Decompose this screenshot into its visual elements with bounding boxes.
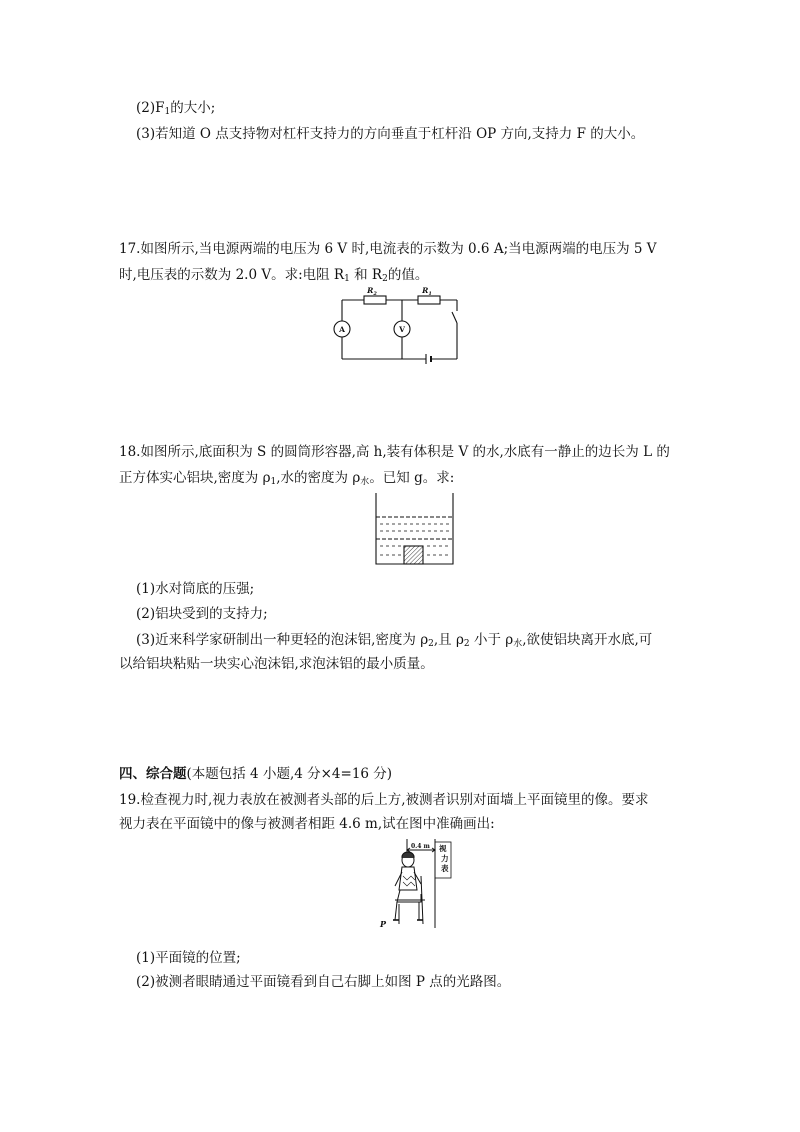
r2-label: $R_2$	[367, 286, 377, 297]
q18-part2: (2)铝块受到的支持力;	[136, 606, 268, 622]
eye-test-figure	[375, 836, 465, 930]
point-p-label: P	[380, 919, 387, 929]
distance-label: 0.4 m	[411, 843, 430, 850]
switch	[452, 312, 457, 323]
r1-label: $R_1$	[422, 286, 432, 297]
q19-line2: 视力表在平面镜中的像与被测者相距 4.6 m,试在图中准确画出:	[119, 816, 495, 832]
chart-label-3: 表	[441, 864, 449, 873]
q18-line1: 18.如图所示,底面积为 S 的圆筒形容器,高 h,装有体积是 V 的水,水底有一静止的边长为 L 的	[119, 444, 670, 460]
q17-line1: 17.如图所示,当电源两端的电压为 6 V 时,电流表的示数为 0.6 A;当电源两端的电压为 5 V	[119, 241, 657, 257]
section4-heading: 四、综合题(本题包括 4 小题,4 分×4=16 分)	[119, 766, 393, 782]
q19-line1: 19.检查视力时,视力表放在被测者头部的后上方,被测者识别对面墙上平面镜里的像。要求	[119, 792, 649, 808]
chart-label-2: 力	[441, 854, 449, 863]
aluminum-block	[404, 546, 423, 564]
chart-label-1: 视	[439, 844, 447, 853]
q18-part3-line2: 以给铝块粘贴一块实心泡沫铝,求泡沫铝的最小质量。	[119, 656, 434, 672]
q18-part1: (1)水对筒底的压强;	[136, 581, 255, 597]
q19-part2: (2)被测者眼睛通过平面镜看到自己右脚上如图 P 点的光路图。	[136, 974, 511, 990]
ammeter-label: A	[339, 325, 345, 334]
voltmeter-label: V	[399, 325, 405, 334]
person-figure	[393, 852, 425, 924]
q17-line2: 时,电压表的示数为 2.0 V。求:电阻 $R_1$ 和 $R_2$的值。	[119, 267, 429, 284]
q19-part1: (1)平面镜的位置;	[136, 950, 241, 966]
container-diagram	[372, 491, 457, 567]
resistor-r2	[364, 296, 386, 304]
circuit-diagram	[330, 283, 465, 368]
q18-part3: (3)近来科学家研制出一种更轻的泡沫铝,密度为 $\rho_2$,且 $\rho_2$ 小于 $\rho_水$,欲使铝块离开水底,可	[136, 632, 653, 649]
q16-part2: $(2)F_1$的大小;	[136, 100, 216, 117]
q16-part3: (3)若知道 O 点支持物对杠杆支持力的方向垂直于杠杆沿 OP 方向,支持力 F 的大小。	[136, 126, 645, 142]
resistor-r1	[418, 296, 440, 304]
q18-line2: 正方体实心铝块,密度为 $\rho_1$,水的密度为 $\rho_水$。已知 g。求:	[119, 470, 455, 487]
